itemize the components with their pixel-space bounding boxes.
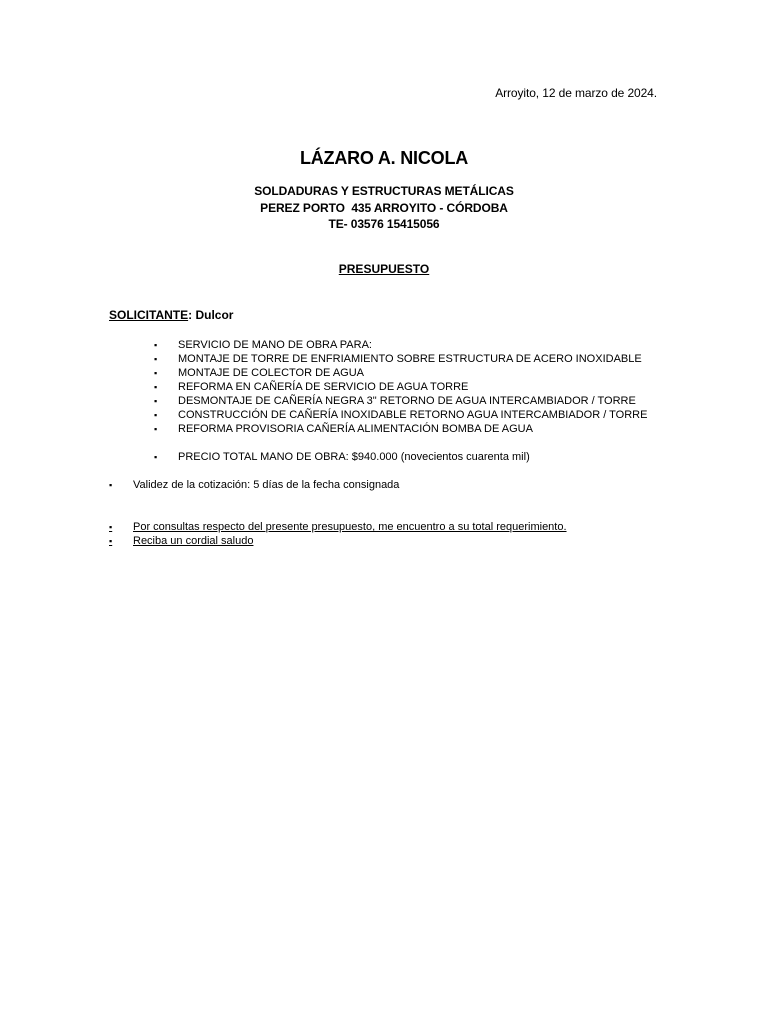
closing-text: Reciba un cordial saludo xyxy=(133,535,254,547)
requester-label: SOLICITANTE xyxy=(109,308,189,322)
total-price-text: PRECIO TOTAL MANO DE OBRA: $940.000 (novecientos cuarenta mil) xyxy=(178,451,530,463)
bullet-icon: ▪ xyxy=(154,368,158,378)
total-price xyxy=(154,450,530,464)
quote-validity xyxy=(109,478,399,492)
service-text: MONTAJE DE TORRE DE ENFRIAMIENTO SOBRE ESTRUCTURA DE ACERO INOXIDABLE xyxy=(178,353,642,365)
document-date: Arroyito, 12 de marzo de 2024. xyxy=(495,86,657,100)
bullet-icon: ▪ xyxy=(154,452,158,462)
bullet-icon: ▪ xyxy=(109,480,113,490)
quote-validity-text: Validez de la cotización: 5 días de la fecha consignada xyxy=(133,479,400,491)
service-text: SERVICIO DE MANO DE OBRA PARA: xyxy=(178,339,372,351)
bullet-icon: ▪ xyxy=(154,410,158,420)
bullet-icon: ▪ xyxy=(154,340,158,350)
list-item xyxy=(154,352,647,366)
bullet-icon: ▪ xyxy=(109,536,113,546)
requester-separator: : xyxy=(188,308,196,322)
requester-line xyxy=(109,308,233,322)
list-item xyxy=(109,534,567,548)
bullet-icon: ▪ xyxy=(154,424,158,434)
list-item xyxy=(154,338,647,352)
company-address: PEREZ PORTO 435 ARROYITO - CÓRDOBA xyxy=(260,200,508,215)
service-text: DESMONTAJE DE CAÑERÍA NEGRA 3" RETORNO DE AGUA INTERCAMBIADOR / TORRE xyxy=(178,395,636,407)
closing-text: Por consultas respecto del presente presupuesto, me encuentro a su total requerimiento. xyxy=(133,521,567,533)
company-info xyxy=(0,183,768,233)
services-list xyxy=(154,338,647,436)
list-item xyxy=(154,366,647,380)
requester-name: Dulcor xyxy=(195,308,234,322)
service-text: CONSTRUCCIÓN DE CAÑERÍA INOXIDABLE RETORNO AGUA INTERCAMBIADOR / TORRE xyxy=(178,409,648,421)
service-text: REFORMA PROVISORIA CAÑERÍA ALIMENTACIÓN BOMBA DE AGUA xyxy=(178,423,533,435)
bullet-icon: ▪ xyxy=(154,382,158,392)
closing-notes xyxy=(109,520,567,548)
service-text: MONTAJE DE COLECTOR DE AGUA xyxy=(178,367,365,379)
list-item xyxy=(154,422,647,436)
list-item xyxy=(154,394,647,408)
document-title: PRESUPUESTO xyxy=(338,262,430,276)
list-item xyxy=(109,520,567,534)
bullet-icon: ▪ xyxy=(109,522,113,532)
bullet-icon: ▪ xyxy=(154,396,158,406)
list-item xyxy=(154,380,647,394)
list-item xyxy=(154,408,647,422)
bullet-icon: ▪ xyxy=(154,354,158,364)
company-name: LÁZARO A. NICOLA xyxy=(299,148,469,168)
company-activity: SOLDADURAS Y ESTRUCTURAS METÁLICAS xyxy=(254,184,514,198)
service-text: REFORMA EN CAÑERÍA DE SERVICIO DE AGUA TORRE xyxy=(178,381,469,393)
company-phone: TE- 03576 15415056 xyxy=(328,217,440,231)
